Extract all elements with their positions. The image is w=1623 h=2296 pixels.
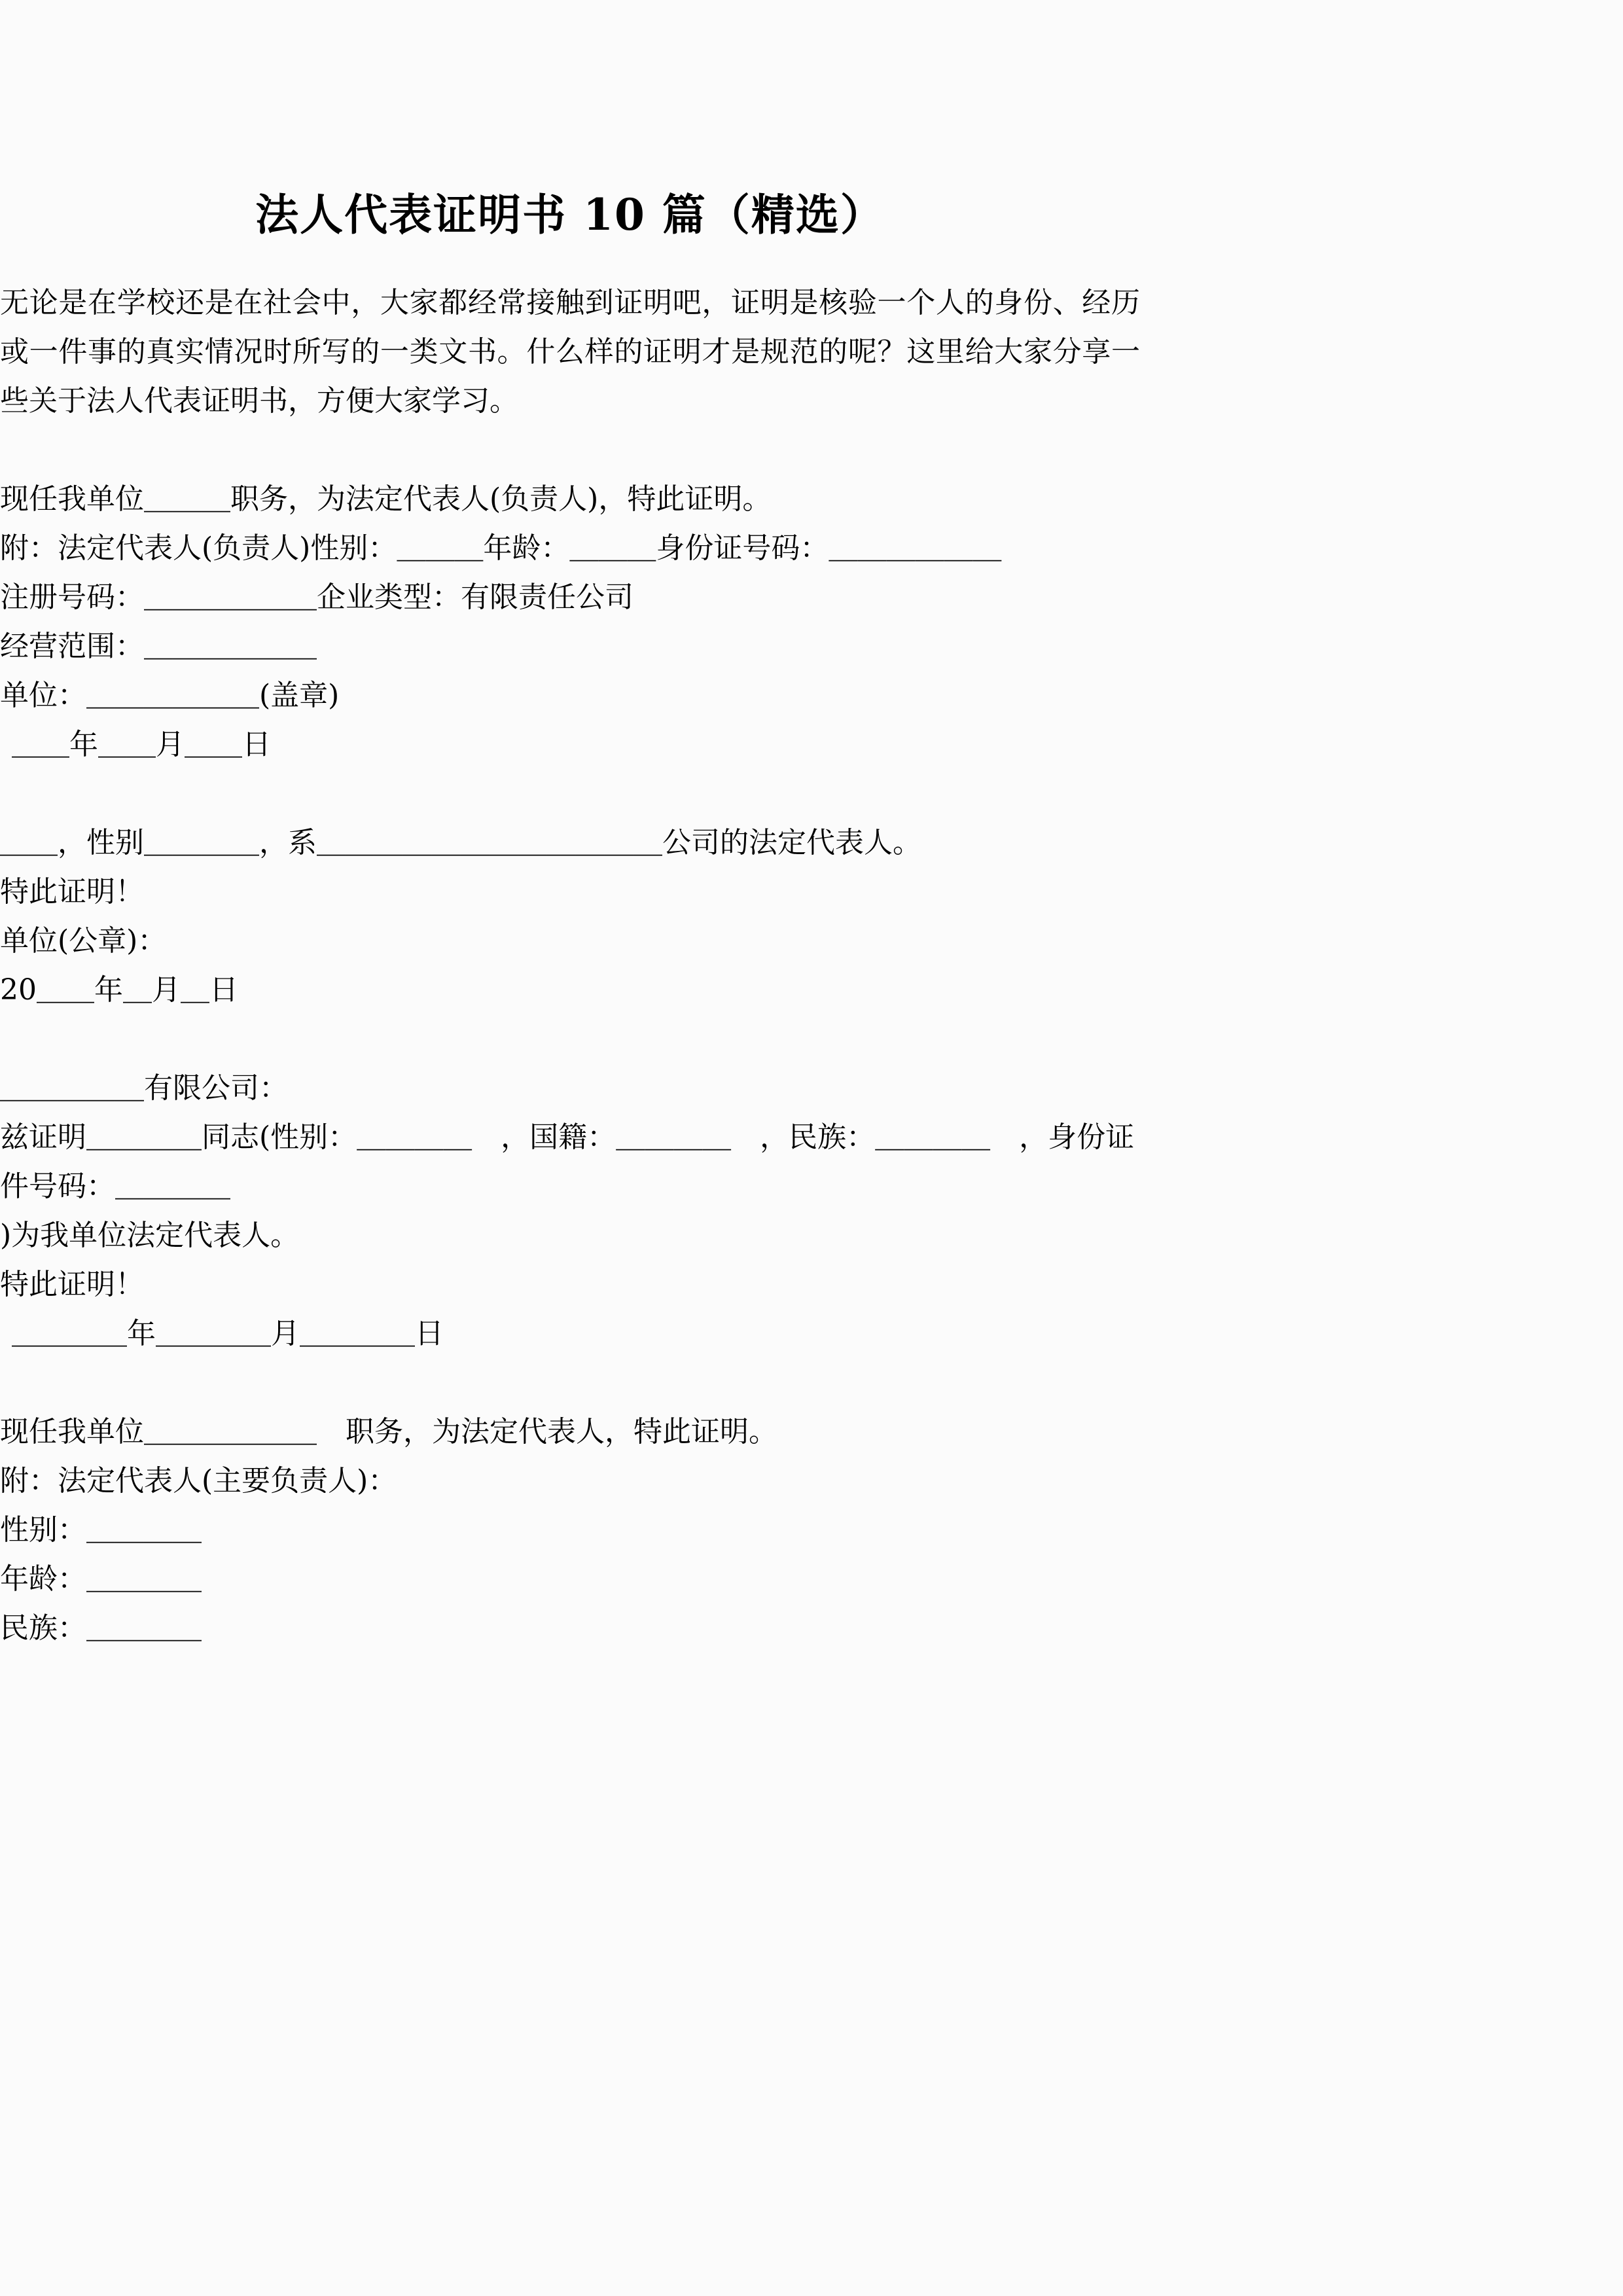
certificate-line: 年龄：＿＿＿＿ bbox=[0, 1562, 202, 1596]
document-body bbox=[0, 278, 1140, 1653]
certificate-section-1 bbox=[0, 475, 1140, 769]
certificate-line: 附：法定代表人(主要负责人)： bbox=[0, 1464, 397, 1498]
certificate-section-3 bbox=[0, 1064, 1140, 1358]
certificate-date-line: ＿＿年＿＿月＿＿日 bbox=[12, 728, 271, 761]
certificate-line: 性别：＿＿＿＿ bbox=[0, 1513, 202, 1547]
section-spacer bbox=[0, 1358, 1140, 1407]
certificate-line: 现任我单位＿＿＿＿＿＿ 职务，为法定代表人，特此证明。 bbox=[0, 1415, 777, 1448]
certificate-line: )为我单位法定代表人。 bbox=[0, 1219, 300, 1252]
certificate-line: 单位(公章)： bbox=[0, 924, 167, 958]
certificate-date-line: ＿＿＿＿年＿＿＿＿月＿＿＿＿日 bbox=[12, 1317, 444, 1350]
certificate-section-2 bbox=[0, 818, 1140, 1014]
paragraph-spacer bbox=[0, 425, 1140, 475]
certificate-line: 注册号码：＿＿＿＿＿＿企业类型：有限责任公司 bbox=[0, 581, 633, 614]
certificate-section-4 bbox=[0, 1407, 1140, 1653]
section-spacer bbox=[0, 769, 1140, 818]
certificate-line: 单位：＿＿＿＿＿＿(盖章) bbox=[0, 679, 340, 712]
certificate-line: 经营范围：＿＿＿＿＿＿ bbox=[0, 630, 317, 663]
certificate-line: ＿＿，性别＿＿＿＿，系＿＿＿＿＿＿＿＿＿＿＿＿公司的法定代表人。 bbox=[0, 826, 921, 859]
certificate-line: 兹证明＿＿＿＿同志(性别：＿＿＿＿ ，国籍：＿＿＿＿ ，民族：＿＿＿＿ ，身份证件号码：＿＿＿＿ bbox=[0, 1121, 1135, 1203]
section-spacer bbox=[0, 1014, 1140, 1064]
certificate-line: 民族：＿＿＿＿ bbox=[0, 1611, 202, 1645]
certificate-line: 特此证明！ bbox=[0, 1268, 144, 1301]
intro-paragraph: 无论是在学校还是在社会中，大家都经常接触到证明吧，证明是核验一个人的身份、经历或一件事的真实情况时所写的一类文书。什么样的证明才是规范的呢？这里给大家分享一些关于法人代表证明书，方便大家学习。 bbox=[0, 286, 1140, 418]
certificate-line: 现任我单位＿＿＿职务，为法定代表人(负责人)，特此证明。 bbox=[0, 482, 772, 516]
page-title: 法人代表证明书 10 篇（精选） bbox=[255, 189, 885, 240]
certificate-line: 特此证明！ bbox=[0, 875, 144, 908]
certificate-company-line: ＿＿＿＿＿有限公司： bbox=[0, 1071, 288, 1105]
certificate-line: 附：法定代表人(负责人)性别：＿＿＿年龄：＿＿＿身份证号码：＿＿＿＿＿＿ bbox=[0, 531, 1002, 565]
certificate-date-line: 20＿＿年＿月＿日 bbox=[0, 973, 238, 1007]
